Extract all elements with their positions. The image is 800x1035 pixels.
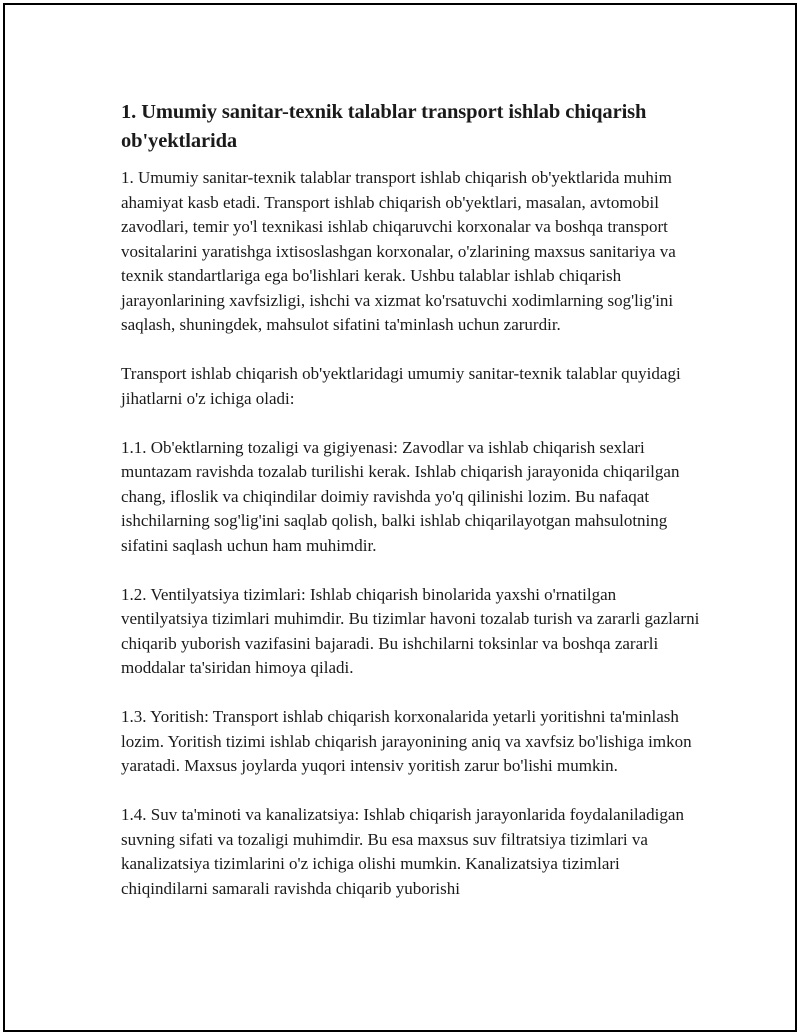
document-title: 1. Umumiy sanitar-texnik talablar transport ishlab chiqarish ob'yektlarida <box>121 101 647 152</box>
paragraph-ventilation: 1.2. Ventilyatsiya tizimlari: Ishlab chiqarish binolarida yaxshi o'rnatilgan ventilyatsiya tizimlari muhimdir. Bu tizimlar havoni tozalab turish va zararli gazlarni chiqarib yuborish vazifasini bajaradi. Bu ishchilarni toksinlar va boshqa zararli moddalar ta'siridan himoya qiladi. <box>121 584 700 677</box>
paragraph-intro: 1. Umumiy sanitar-texnik talablar transport ishlab chiqarish ob'yektlarida muhim ahamiyat kasb etadi. Transport ishlab chiqarish ob'yektlari, masalan, avtomobil zavodlari, temir yo'l texnikasi ishlab chiqaruvchi korxonalar va boshqa transport vositalarini yaratishga ixtisoslashgan korxonalar, o'zlarining maxsus sanitariya va texnik standartlariga ega bo'lishlari kerak. Ushbu talablar ishlab chiqarish jarayonlarining xavfsizligi, ishchi va xizmat ko'rsatuvchi xodimlarning sog'lig'ini saqlash, shuningdek, mahsulot sifatini ta'minlash uchun zarurdir. <box>121 168 676 334</box>
document-body <box>121 98 701 901</box>
paragraph-cleanliness: 1.1. Ob'ektlarning tozaligi va gigiyenasi: Zavodlar va ishlab chiqarish sexlari muntazam ravishda tozalab turilishi kerak. Ishlab chiqarish jarayonida chiqarilgan chang, ifloslik va chiqindilar doimiy ravishda yo'q qilinishi lozim. Bu nafaqat ishchilarning sog'lig'ini saqlab qolish, balki ishlab chiqarilayotgan mahsulotning sifatini saqlash uchun ham muhimdir. <box>121 437 680 555</box>
paragraph-aspects-intro: Transport ishlab chiqarish ob'yektlaridagi umumiy sanitar-texnik talablar quyidagi jihatlarni o'z ichiga oladi: <box>121 364 681 408</box>
paragraph-lighting: 1.3. Yoritish: Transport ishlab chiqarish korxonalarida yetarli yoritishni ta'minlash lozim. Yoritish tizimi ishlab chiqarish jarayonining aniq va xavfsiz bo'lishiga imkon yaratadi. Maxsus joylarda yuqori intensiv yoritish zarur bo'lishi mumkin. <box>121 707 692 775</box>
paragraph-water-sewage: 1.4. Suv ta'minoti va kanalizatsiya: Ishlab chiqarish jarayonlarida foydalaniladigan suvning sifati va tozaligi muhimdir. Bu esa maxsus suv filtratsiya tizimlari va kanalizatsiya tizimlarini o'z ichiga olishi mumkin. Kanalizatsiya tizimlari chiqindilarni samarali ravishda chiqarib yuborishi <box>121 805 684 898</box>
page-frame <box>3 3 797 1032</box>
